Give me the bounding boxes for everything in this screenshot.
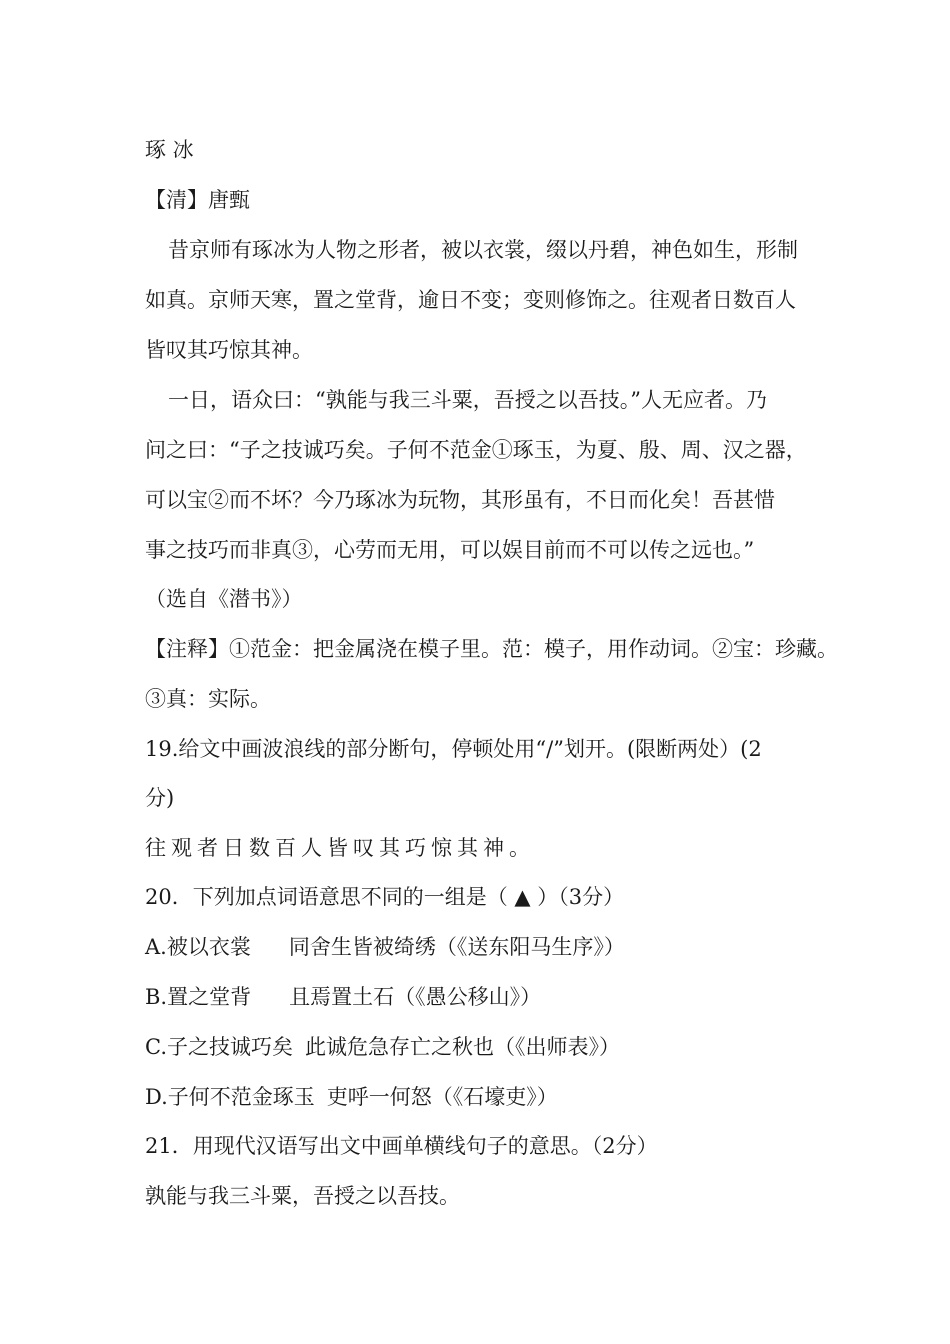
q20-option-c	[145, 1032, 825, 1062]
q21-text: 孰能与我三斗粟，吾授之以吾技。	[145, 1184, 460, 1208]
passage-author: 【清】唐甄	[145, 188, 250, 212]
notes-line-2: ③真：实际。	[145, 687, 271, 711]
q20-option-b-phrase: B.置之堂背	[145, 985, 252, 1009]
q19-text: 往观者日数百人皆叹其巧惊其神。	[145, 836, 535, 860]
q20-option-a-compare: 同舍生皆被绮绣（《送东阳马生序》）	[288, 935, 625, 959]
q20-option-c-compare: 此诚危急存亡之秋也（《出师表》）	[305, 1035, 620, 1059]
q20-stem: 20．下列加点词语意思不同的一组是（ ▲ ）（3分）	[145, 885, 625, 909]
passage-line-6: 可以宝②而不坏？今乃琢冰为玩物，其形虽有，不日而化矣！吾甚惜	[145, 488, 775, 512]
q19-stem-line-2: 分)	[145, 786, 175, 810]
q20-option-d-compare: 吏呼一何怒（《石壕吏》）	[326, 1085, 558, 1109]
q19-stem-line-1: 19.给文中画波浪线的部分断句，停顿处用“/”划开。(限断两处）(2	[145, 737, 762, 761]
passage-line-3: 皆叹其巧惊其神。	[145, 338, 313, 362]
q20-option-c-phrase: C.子之技诚巧矣	[145, 1035, 293, 1059]
q20-option-d-phrase: D.子何不范金琢玉	[145, 1085, 315, 1109]
passage-title: 琢 冰	[145, 138, 194, 162]
q20-option-a-phrase: A.被以衣裳	[145, 935, 251, 959]
q21-stem: 21．用现代汉语写出文中画单横线句子的意思。（2分）	[145, 1134, 658, 1158]
q20-option-b	[145, 982, 825, 1012]
q20-option-a	[145, 932, 825, 962]
passage-line-5: 问之曰：“子之技诚巧矣。子何不范金①琢玉，为夏、殷、周、汉之器，	[145, 438, 807, 462]
passage-line-7: 事之技巧而非真③，心劳而无用，可以娱目前而不可以传之远也。”	[145, 538, 755, 562]
passage-line-2: 如真。京师天寒，置之堂背，逾日不变；变则修饰之。往观者日数百人	[145, 288, 796, 312]
passage-line-4: 一日，语众曰：“孰能与我三斗粟，吾授之以吾技。”人无应者。乃	[168, 388, 767, 412]
q20-option-d	[145, 1082, 825, 1112]
passage-source: （选自《潜书》）	[145, 587, 303, 611]
passage-line-1: 昔京师有琢冰为人物之形者，被以衣裳，缀以丹碧，神色如生，形制	[168, 238, 798, 262]
q20-option-b-compare: 且焉置土石（《愚公移山》）	[289, 985, 542, 1009]
notes-line-1: 【注释】①范金：把金属浇在模子里。范：模子，用作动词。②宝：珍藏。	[145, 637, 838, 661]
